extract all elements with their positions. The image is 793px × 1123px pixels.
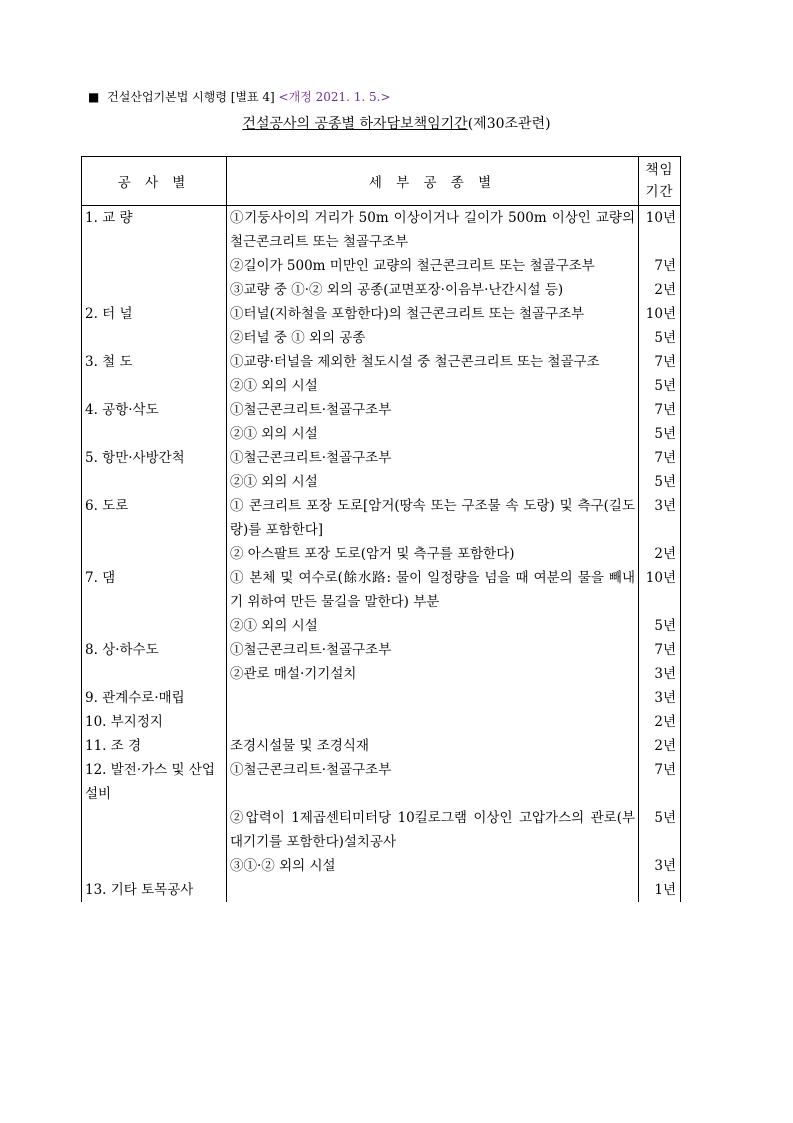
- category-cell: 8. 상·하수도: [82, 638, 227, 662]
- table-row: [82, 734, 681, 758]
- period-cell: 5년: [639, 374, 681, 398]
- category-cell: [82, 422, 227, 446]
- period-cell: 7년: [639, 758, 681, 806]
- detail-cell: ①철근콘크리트·철골구조부: [227, 446, 639, 470]
- category-cell: 2. 터 널: [82, 302, 227, 326]
- table-row: [82, 566, 681, 614]
- detail-cell: ②관로 매설·기기설치: [227, 662, 639, 686]
- detail-cell: ①철근콘크리트·철골구조부: [227, 638, 639, 662]
- category-cell: 1. 교 량: [82, 206, 227, 255]
- header-period-line1: 책임: [645, 162, 674, 178]
- table-row: [82, 206, 681, 255]
- period-cell: 10년: [639, 302, 681, 326]
- period-cell: 10년: [639, 206, 681, 255]
- title-main: 건설공사의 공종별 하자담보책임기간: [242, 116, 468, 132]
- table-row: [82, 422, 681, 446]
- detail-cell: ②① 외의 시설: [227, 422, 639, 446]
- category-cell: [82, 326, 227, 350]
- category-cell: [82, 254, 227, 278]
- table-row: [82, 542, 681, 566]
- period-cell: 7년: [639, 350, 681, 374]
- table-row: [82, 470, 681, 494]
- detail-cell: ③①·② 외의 시설: [227, 854, 639, 878]
- category-cell: 7. 댐: [82, 566, 227, 614]
- category-cell: [82, 614, 227, 638]
- period-cell: 3년: [639, 494, 681, 542]
- detail-cell: ②① 외의 시설: [227, 614, 639, 638]
- category-cell: [82, 470, 227, 494]
- table-row: [82, 446, 681, 470]
- detail-cell: 조경시설물 및 조경식재: [227, 734, 639, 758]
- period-cell: 2년: [639, 710, 681, 734]
- header-period-line2: 기간: [645, 184, 674, 200]
- category-cell: 5. 항만·사방간척: [82, 446, 227, 470]
- detail-cell: [227, 710, 639, 734]
- table-row: [82, 398, 681, 422]
- category-cell: 10. 부지정지: [82, 710, 227, 734]
- category-cell: 6. 도로: [82, 494, 227, 542]
- document-title: [0, 113, 793, 133]
- table-row: [82, 710, 681, 734]
- category-cell: 9. 관계수로·매립: [82, 686, 227, 710]
- period-cell: 7년: [639, 254, 681, 278]
- period-cell: 10년: [639, 566, 681, 614]
- detail-cell: ②① 외의 시설: [227, 470, 639, 494]
- table-row: [82, 374, 681, 398]
- category-cell: [82, 662, 227, 686]
- category-cell: [82, 374, 227, 398]
- category-cell: [82, 854, 227, 878]
- table-row: [82, 254, 681, 278]
- detail-cell: [227, 878, 639, 902]
- header-period: [639, 157, 681, 206]
- category-cell: 12. 발전·가스 및 산업설비: [82, 758, 227, 806]
- detail-cell: ①교량·터널을 제외한 철도시설 중 철근콘크리트 또는 철골구조: [227, 350, 639, 374]
- detail-cell: ②터널 중 ① 외의 공종: [227, 326, 639, 350]
- period-cell: 7년: [639, 398, 681, 422]
- detail-cell: ①철근콘크리트·철골구조부: [227, 758, 639, 806]
- detail-cell: ② 아스팔트 포장 도로(암거 및 측구를 포함한다): [227, 542, 639, 566]
- table-row: [82, 686, 681, 710]
- table-row: [82, 302, 681, 326]
- period-cell: 5년: [639, 422, 681, 446]
- period-cell: 2년: [639, 542, 681, 566]
- table-row: [82, 758, 681, 806]
- detail-cell: ②① 외의 시설: [227, 374, 639, 398]
- table-row: [82, 806, 681, 854]
- detail-cell: ①기둥사이의 거리가 50m 이상이거나 길이가 500m 이상인 교량의 철근콘크리트 또는 철골구조부: [227, 206, 639, 255]
- table-row: [82, 614, 681, 638]
- header-detail: 세 부 공 종 별: [227, 157, 639, 206]
- table-row: [82, 278, 681, 302]
- detail-cell: ① 콘크리트 포장 도로[암거(땅속 또는 구조물 속 도랑) 및 측구(길도랑)를 포함한다]: [227, 494, 639, 542]
- detail-cell: ②압력이 1제곱센티미터당 10킬로그램 이상인 고압가스의 관로(부대기기를 포함한다)설치공사: [227, 806, 639, 854]
- category-cell: 4. 공항·삭도: [82, 398, 227, 422]
- period-cell: 5년: [639, 614, 681, 638]
- regulation-header: [88, 88, 391, 105]
- table-row: [82, 350, 681, 374]
- detail-cell: [227, 686, 639, 710]
- table-header-row: [82, 157, 681, 206]
- law-reference: 건설산업기본법 시행령 [별표 4]: [107, 90, 275, 104]
- period-cell: 2년: [639, 278, 681, 302]
- category-cell: [82, 806, 227, 854]
- detail-cell: ②길이가 500m 미만인 교량의 철근콘크리트 또는 철골구조부: [227, 254, 639, 278]
- period-cell: 5년: [639, 470, 681, 494]
- amendment-date: <개정 2021. 1. 5.>: [278, 90, 391, 104]
- header-category: 공 사 별: [82, 157, 227, 206]
- category-cell: [82, 278, 227, 302]
- table-row: [82, 326, 681, 350]
- period-cell: 3년: [639, 662, 681, 686]
- category-cell: 13. 기타 토목공사: [82, 878, 227, 902]
- detail-cell: ① 본체 및 여수로(餘水路: 물이 일정량을 넘을 때 여분의 물을 빼내기 위하여 만든 물길을 말한다) 부분: [227, 566, 639, 614]
- table-row: [82, 638, 681, 662]
- warranty-period-table: [81, 156, 681, 902]
- period-cell: 5년: [639, 326, 681, 350]
- category-cell: 11. 조 경: [82, 734, 227, 758]
- period-cell: 7년: [639, 638, 681, 662]
- table-row: [82, 494, 681, 542]
- title-reference: (제30조관련): [467, 116, 551, 132]
- detail-cell: ①철근콘크리트·철골구조부: [227, 398, 639, 422]
- table-row: [82, 878, 681, 902]
- square-bullet-icon: ■: [88, 90, 100, 104]
- detail-cell: ①터널(지하철을 포함한다)의 철근콘크리트 또는 철골구조부: [227, 302, 639, 326]
- table-row: [82, 662, 681, 686]
- period-cell: 2년: [639, 734, 681, 758]
- category-cell: [82, 542, 227, 566]
- period-cell: 3년: [639, 854, 681, 878]
- table-body: [82, 206, 681, 903]
- period-cell: 5년: [639, 806, 681, 854]
- detail-cell: ③교량 중 ①·② 외의 공종(교면포장·이음부·난간시설 등): [227, 278, 639, 302]
- period-cell: 7년: [639, 446, 681, 470]
- category-cell: 3. 철 도: [82, 350, 227, 374]
- period-cell: 3년: [639, 686, 681, 710]
- table-row: [82, 854, 681, 878]
- period-cell: 1년: [639, 878, 681, 902]
